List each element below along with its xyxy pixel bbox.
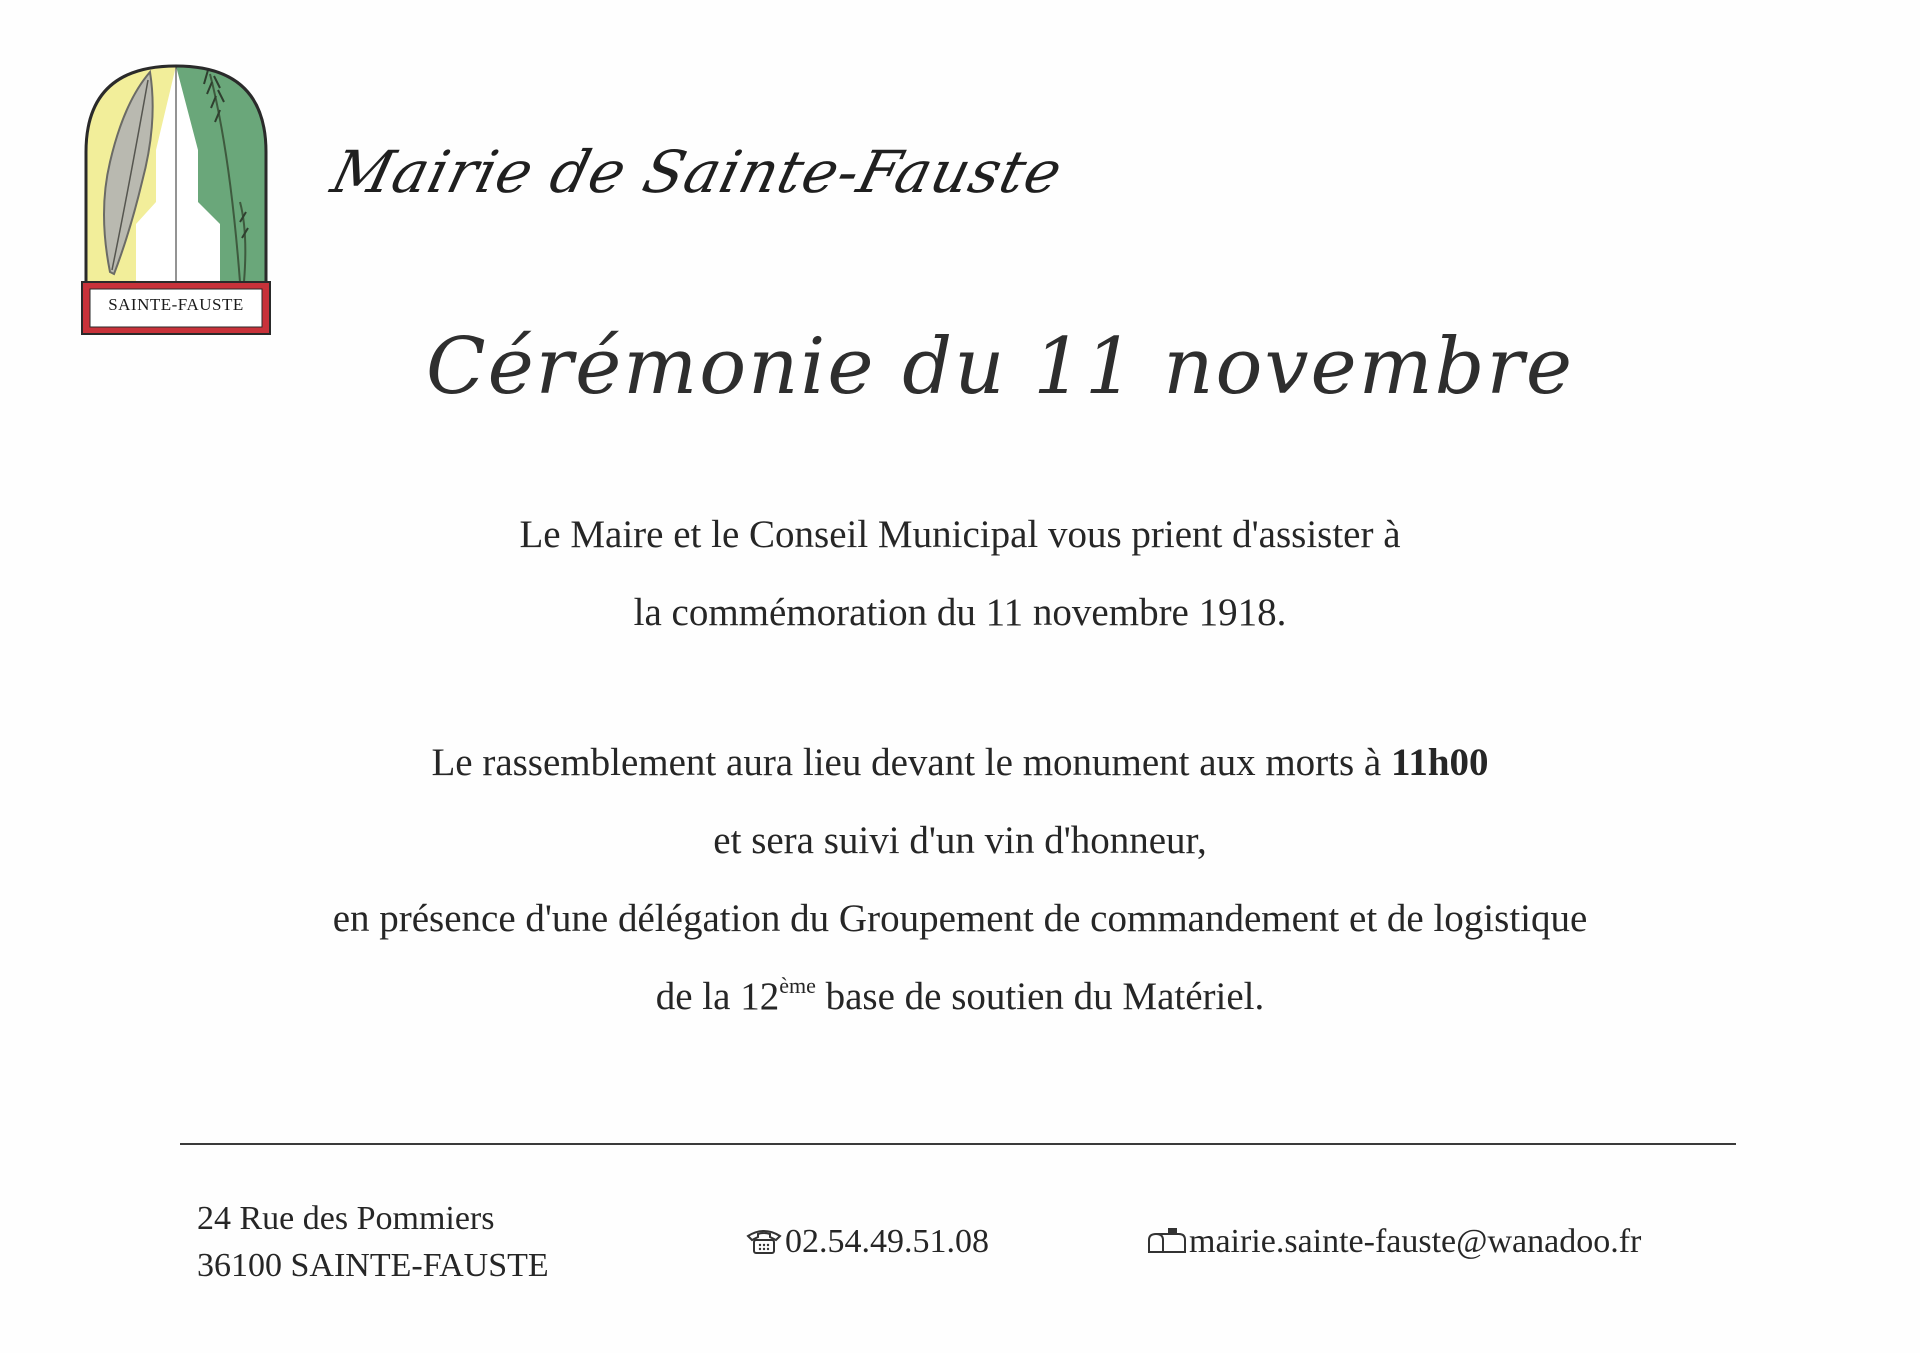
base-line-sup: ème bbox=[779, 973, 816, 998]
address-line-2: 36100 SAINTE-FAUSTE bbox=[197, 1247, 549, 1284]
email-block bbox=[1145, 1223, 1641, 1265]
delegation-line: en présence d'une délégation du Groupement de commandement et de logistique bbox=[332, 897, 1588, 940]
reception-line: et sera suivi d'un vin d'honneur, bbox=[713, 819, 1207, 862]
base-line bbox=[0, 974, 1920, 1019]
base-line-post: base de soutien du Matériel. bbox=[815, 975, 1265, 1018]
mairie-heading: Mairie de Sainte-Fauste bbox=[325, 138, 1070, 206]
gathering-line bbox=[0, 740, 1920, 785]
footer-divider bbox=[180, 1143, 1736, 1145]
invitation-line-1: Le Maire et le Conseil Municipal vous prient d'assister à bbox=[519, 513, 1401, 556]
address-line-1: 24 Rue des Pommiers bbox=[197, 1200, 495, 1237]
logo-caption: SAINTE-FAUSTE bbox=[108, 295, 244, 314]
gathering-text: Le rassemblement aura lieu devant le monument aux morts à bbox=[431, 741, 1391, 784]
ceremony-title: Cérémonie du 11 novembre bbox=[425, 322, 1575, 412]
phone-icon bbox=[745, 1226, 783, 1265]
phone-block bbox=[745, 1223, 989, 1265]
invitation-line-2: la commémoration du 11 novembre 1918. bbox=[633, 591, 1287, 634]
gathering-time: 11h00 bbox=[1390, 741, 1489, 784]
phone-number: 02.54.49.51.08 bbox=[785, 1223, 989, 1260]
email-address[interactable]: mairie.sainte-fauste@wanadoo.fr bbox=[1189, 1223, 1642, 1260]
base-line-pre: de la 12 bbox=[655, 975, 780, 1018]
mailbox-icon bbox=[1145, 1226, 1187, 1265]
town-logo bbox=[80, 62, 272, 354]
